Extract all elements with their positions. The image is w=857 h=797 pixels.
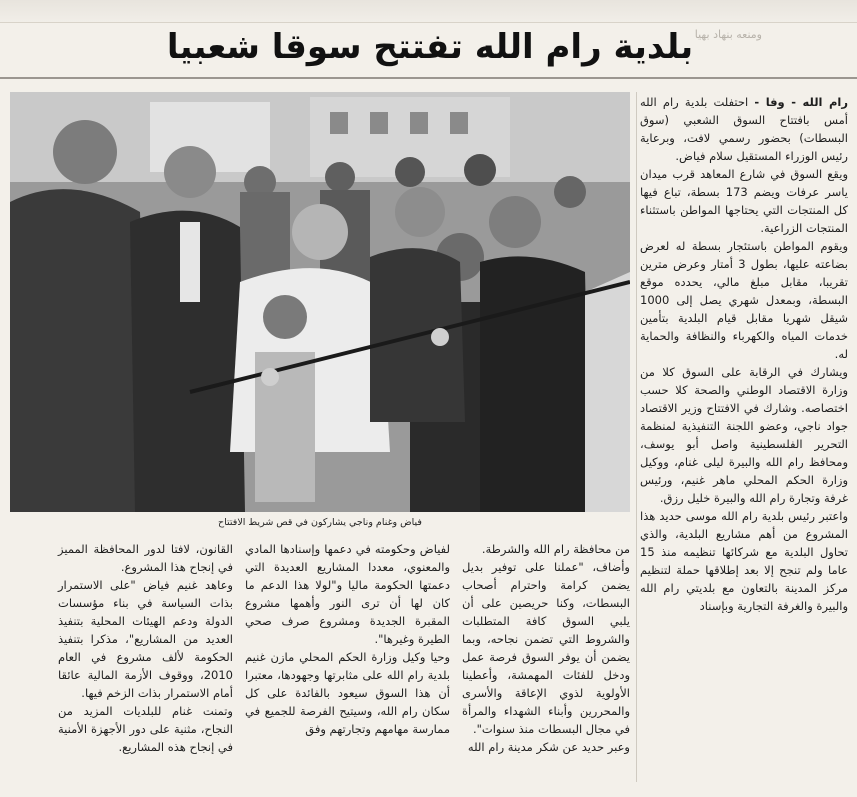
- column-paragraph: وتمنت غنام للبلديات المزيد من النجاح، مثنية على دور الأجهزة الأمنية في إنجاح هذه المشاريع.: [58, 704, 233, 754]
- article-column-1: [640, 93, 848, 783]
- column-paragraph: وحيا وكيل وزارة الحكم المحلي مازن غنيم بلدية رام الله على مثابرتها وجهودها، معتبرا أن هذا السوق سيعود بالفائدة على كل سكان رام الله، وسيتيح الفرصة للجميع في ممارسة مهامهم وتجارتهم وفق: [245, 650, 450, 736]
- column-paragraph: [640, 93, 848, 165]
- photo-ribbon-cutting-icon: [10, 92, 630, 512]
- photo-caption: فياض وغنام وناجي يشاركون في قص شريط الافتتاح: [218, 517, 422, 528]
- article-photo: [10, 92, 630, 512]
- dateline: رام الله - وفا -: [754, 95, 848, 109]
- column-paragraph: ويقوم المواطن باستئجار بسطة له لعرض بضاعته عليها، بطول 3 أمتار وعرض مترين تقريبا، مقابل مبلغ مالي، يحدده موقع البسطة، وبمعدل شهري يصل إلى 1000 شيقل شهريا مقابل قيام البلدية بتأمين خدمات المياه والكهرباء والنظافة والحماية له.: [640, 239, 848, 361]
- article-column-3: [245, 540, 450, 785]
- column-paragraph: وعبر حديد عن شكر مدينة رام الله: [467, 740, 630, 754]
- headline-rule: [0, 77, 857, 79]
- article-column-4: [58, 540, 233, 785]
- column-paragraph: ويشارك في الرقابة على السوق كلا من وزارة الاقتصاد الوطني والصحة كلا حسب اختصاصه. وشارك في الافتتاح وزير الاقتصاد جواد ناجي، وعضو اللجنة التنفيذية لمنظمة التحرير الفلسطينية واصل أبو يوسف، ومحافظ رام الله والبيرة ليلى غنام، ووكيل وزارة الحكم المحلي ماهر غنيم، ورئيس غرفة وتجارة رام الله والبيرة خليل رزق.: [640, 365, 848, 505]
- bleed-through-text: ومنعه بنهاد بهيا: [694, 28, 762, 41]
- column-paragraph: واعتبر رئيس بلدية رام الله موسى حديد هذا المشروع من أهم مشاريع البلدية، والذي تحاول البلدية مع شركائها تنظيمه منذ 15 عاما ولم تنجح إلا بعد إطلاقها حملة لتنظيم مركز المدينة بالتعاون مع بلديتي رام الله والبيرة والغرفة التجارية وبإسناد: [640, 509, 848, 613]
- article-column-2: [462, 540, 630, 785]
- column-paragraph: من محافظة رام الله والشرطة.: [481, 542, 630, 556]
- column-paragraph: وعاهد غنيم فياض "على الاستمرار بذات السياسة في بناء مؤسسات الدولة ودعم الهيئات المحلية بتنفيذ العديد من المشاريع"، مذكرا بتنفيذ الحكومة لألف مشروع في العام 2010، ووقوف الأزمة المالية عائقا أمام الاستمرار بذات الزخم فيها.: [58, 578, 233, 700]
- column-paragraph: وأضاف، "عملنا على توفير بديل يضمن كرامة واحترام أصحاب البسطات، وكنا حريصين على أن يلبي السوق كافة المتطلبات والشروط التي تضمن نجاحه، وبما يضمن أن يوفر السوق فرصة عمل ودخل للفئات المهمشة، وأعطينا الأولوية لذوي الإعاقة والأسرى والمحررين وأبناء الشهداء والمرأة في مجال البسطات منذ سنوات".: [462, 560, 630, 736]
- article-headline: بلدية رام الله تفتتح سوقا شعبيا: [166, 27, 694, 67]
- column-paragraph: ويقع السوق في شارع المعاهد قرب ميدان ياسر عرفات ويضم 173 بسطة، تباع فيها كل المنتجات التي يحتاجها المواطن باستثناء المنتجات الزراعية.: [640, 167, 848, 235]
- column-divider: [636, 92, 637, 782]
- column-paragraph: القانون، لافتا لدور المحافظة المميز في إنجاح هذا المشروع.: [58, 542, 233, 574]
- top-margin-strip: [0, 0, 857, 23]
- paragraph-text: احتفلت بلدية رام الله أمس بافتتاح السوق الشعبي (سوق البسطات) بحضور رسمي لافت، وبرعاية رئيس الوزراء المستقيل سلام فياض.: [640, 95, 848, 163]
- column-paragraph: لفياض وحكومته في دعمها وإسنادها المادي والمعنوي، معددا المشاريع العديدة التي دعمتها الحكومة ماليا و"لولا هذا الدعم ما كان لها أن ترى النور وأهمها مشروع المقبرة الجديدة ومشروع صرف صحي الطيرة وغيرها".: [245, 542, 450, 646]
